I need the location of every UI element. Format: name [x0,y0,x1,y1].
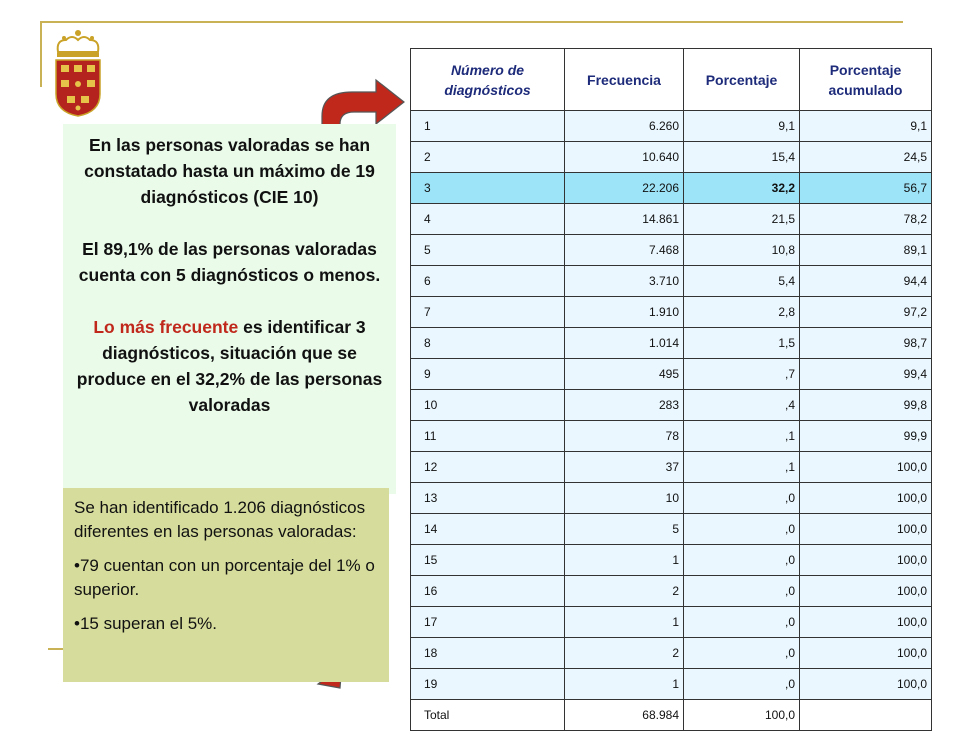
summary-paragraph-five-or-less: El 89,1% de las personas valoradas cuenta con 5 diagnósticos o menos. [78,239,381,285]
cell-cumulative: 100,0 [800,483,932,514]
cell-frequency: 14.861 [565,204,684,235]
table-row [411,545,932,576]
cell-frequency: 3.710 [565,266,684,297]
cell-number: 9 [411,359,565,390]
cell-number: 6 [411,266,565,297]
cell-number: 13 [411,483,565,514]
cell-percentage: ,0 [684,638,800,669]
cell-total-cumulative [800,700,932,731]
cell-frequency: 2 [565,638,684,669]
table-row [411,390,932,421]
header-frequency: Frecuencia [565,49,684,111]
summary-paragraph-max-diagnoses: En las personas valoradas se han constatado hasta un máximo de 19 diagnósticos (CIE 10) [84,135,375,207]
table-row [411,638,932,669]
cell-number: 11 [411,421,565,452]
table-header-row [411,49,932,111]
cell-frequency: 1.910 [565,297,684,328]
cell-cumulative: 99,8 [800,390,932,421]
cell-percentage: ,0 [684,669,800,700]
cell-cumulative: 100,0 [800,576,932,607]
cell-cumulative: 9,1 [800,111,932,142]
cell-number: 17 [411,607,565,638]
cell-percentage: ,0 [684,483,800,514]
cell-number: 5 [411,235,565,266]
cell-cumulative: 56,7 [800,173,932,204]
cell-percentage: ,1 [684,452,800,483]
cell-number: 16 [411,576,565,607]
cell-cumulative: 89,1 [800,235,932,266]
cell-cumulative: 100,0 [800,514,932,545]
cell-percentage: 9,1 [684,111,800,142]
table-row [411,483,932,514]
cell-number: 8 [411,328,565,359]
cell-number: 1 [411,111,565,142]
cell-percentage: ,0 [684,607,800,638]
cell-percentage: ,7 [684,359,800,390]
highlight-text: Lo más frecuente [93,317,239,337]
table-row [411,111,932,142]
header-number-of-diagnoses: Número de diagnósticos [411,49,565,111]
cell-number: 19 [411,669,565,700]
table-row [411,328,932,359]
cell-percentage: ,0 [684,576,800,607]
cell-frequency: 2 [565,576,684,607]
cell-percentage: 1,5 [684,328,800,359]
region-coat-of-arms-icon [50,28,106,118]
cell-frequency: 78 [565,421,684,452]
cell-frequency: 22.206 [565,173,684,204]
bullet-one-percent: •79 cuentan con un porcentaje del 1% o superior. [74,556,375,599]
cell-frequency: 5 [565,514,684,545]
header-cumulative-percentage: Porcentaje acumulado [800,49,932,111]
cell-percentage: 15,4 [684,142,800,173]
cell-total-frequency: 68.984 [565,700,684,731]
cell-percentage: 10,8 [684,235,800,266]
table-row [411,235,932,266]
bullet-five-percent: •15 superan el 5%. [74,614,217,633]
cell-number: 12 [411,452,565,483]
cell-cumulative: 99,9 [800,421,932,452]
summary-text-box [63,124,396,494]
table-row [411,266,932,297]
cell-number: 3 [411,173,565,204]
cell-frequency: 283 [565,390,684,421]
diagnoses-intro: Se han identificado 1.206 diagnósticos diferentes en las personas valoradas: [74,498,366,541]
cell-number: 4 [411,204,565,235]
cell-frequency: 495 [565,359,684,390]
cell-percentage: 21,5 [684,204,800,235]
cell-frequency: 7.468 [565,235,684,266]
cell-cumulative: 100,0 [800,638,932,669]
cell-cumulative: 97,2 [800,297,932,328]
diagnoses-info-box [63,488,389,682]
table-body [411,111,932,731]
cell-number: 7 [411,297,565,328]
cell-cumulative: 94,4 [800,266,932,297]
diagnoses-frequency-table [410,48,932,731]
cell-percentage: ,1 [684,421,800,452]
cell-cumulative: 100,0 [800,607,932,638]
header-percentage: Porcentaje [684,49,800,111]
table-row [411,359,932,390]
cell-frequency: 6.260 [565,111,684,142]
table-row [411,669,932,700]
cell-frequency: 1 [565,545,684,576]
cell-frequency: 10 [565,483,684,514]
table-row [411,452,932,483]
cell-number: 18 [411,638,565,669]
cell-number: 14 [411,514,565,545]
summary-paragraph-most-frequent [69,314,390,418]
cell-cumulative: 98,7 [800,328,932,359]
cell-cumulative: 99,4 [800,359,932,390]
cell-frequency: 1.014 [565,328,684,359]
frame-left-line [40,21,42,87]
cell-percentage: ,0 [684,545,800,576]
cell-cumulative: 100,0 [800,545,932,576]
cell-number: 10 [411,390,565,421]
table-total-row [411,700,932,731]
table-row [411,576,932,607]
cell-frequency: 1 [565,607,684,638]
cell-number: 15 [411,545,565,576]
cell-total-percentage: 100,0 [684,700,800,731]
table-row [411,204,932,235]
summary-paragraph-rest: es identificar 3 diagnósticos, situación que se produce en el 32,2% de las personas valoradas [76,317,383,415]
cell-percentage: ,4 [684,390,800,421]
cell-cumulative: 100,0 [800,669,932,700]
cell-percentage: 5,4 [684,266,800,297]
cell-total-label: Total [411,700,565,731]
frame-top-line [40,21,903,23]
cell-frequency: 10.640 [565,142,684,173]
cell-percentage: ,0 [684,514,800,545]
cell-cumulative: 24,5 [800,142,932,173]
table-row [411,607,932,638]
table-row [411,421,932,452]
table-row [411,297,932,328]
cell-frequency: 1 [565,669,684,700]
cell-number: 2 [411,142,565,173]
cell-cumulative: 100,0 [800,452,932,483]
cell-cumulative: 78,2 [800,204,932,235]
table-row [411,514,932,545]
cell-percentage: 2,8 [684,297,800,328]
table-row [411,173,932,204]
cell-frequency: 37 [565,452,684,483]
table-row [411,142,932,173]
cell-percentage: 32,2 [684,173,800,204]
